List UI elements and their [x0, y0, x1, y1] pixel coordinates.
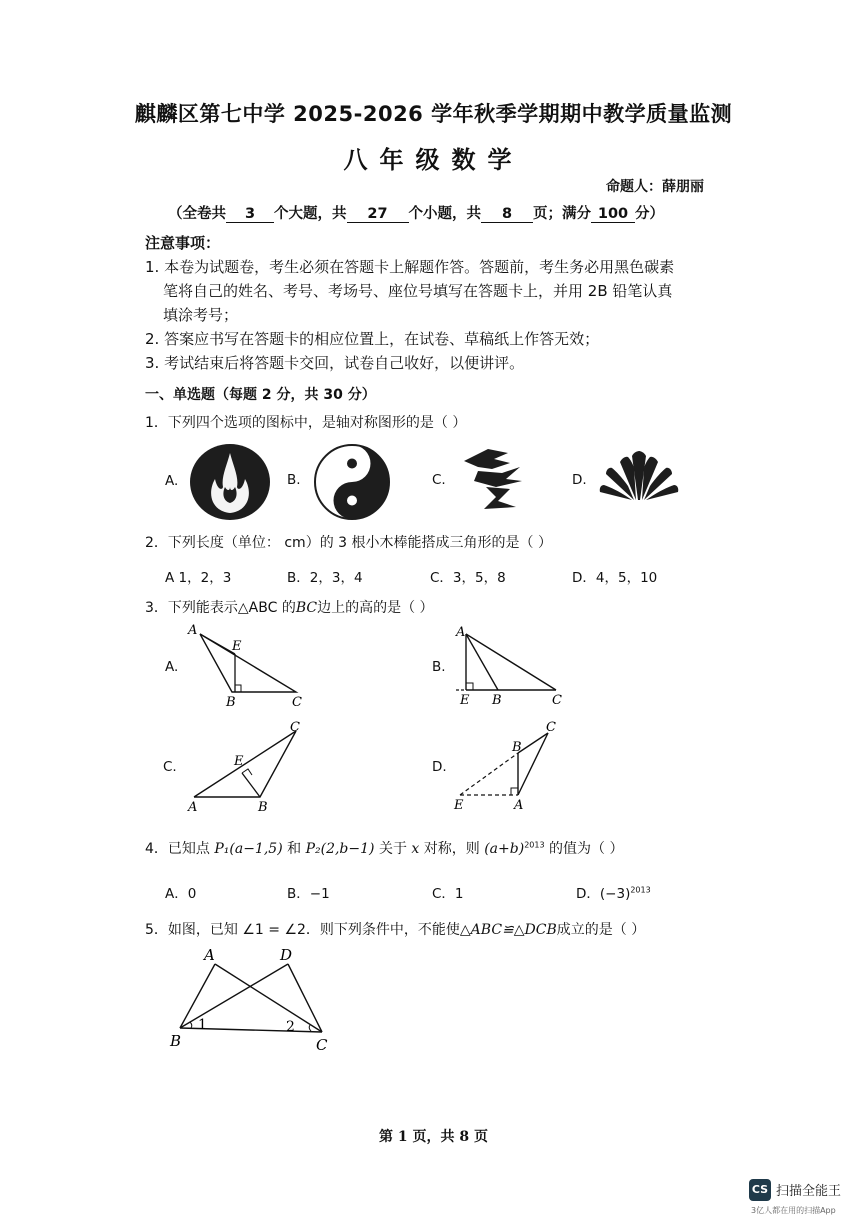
q3c-point-b: B: [258, 800, 268, 815]
q4-option-b: B．−1: [287, 886, 330, 902]
exam-info: （全卷共 3 个大题，共 27 个小题，共 8 页；满分 100 分）: [168, 206, 664, 222]
section-heading: 一、单选题（每题 2 分，共 30 分）: [145, 387, 376, 403]
yin-yang-icon: [313, 443, 391, 521]
q3a-point-e: E: [232, 639, 242, 654]
notice-line: 3. 考试结束后将答题卡交回，试卷自己收好，以便讲评。: [145, 354, 525, 372]
q4-option-a: A．0: [165, 886, 197, 902]
q5-point-b: B: [170, 1032, 182, 1050]
q3-option-d-label: D.: [432, 759, 447, 775]
q3d-point-a: A: [514, 798, 524, 813]
dragon-emblem-icon: [458, 447, 530, 513]
notice-heading: 注意事项：: [145, 234, 221, 252]
q3-option-a-label: A.: [165, 659, 179, 675]
q3c-point-e: E: [234, 754, 244, 769]
q3b-point-e: E: [460, 693, 470, 708]
q3d-point-b: B: [512, 740, 522, 755]
q5-point-d: D: [280, 946, 293, 964]
q5-figure: [160, 942, 345, 1057]
question-4-stem: 4．已知点 P₁(a−1,5) 和 P₂(2,b−1) 关于 x 对称，则 $(a+b)^{2013}$ 的值为（ ）: [145, 840, 624, 857]
q3-figure-a: [180, 620, 310, 712]
q1-option-b-label: B.: [287, 472, 301, 488]
q3a-point-a: A: [188, 623, 198, 638]
q3-figure-d: [450, 715, 570, 815]
notice-line: 笔将自己的姓名、考号、考场号、座位号填写在答题卡上，并用 2B 铅笔认真: [163, 282, 673, 300]
notice-line: 1. 本卷为试题卷，考生必须在答题卡上解题作答。答题前，考生务必用黑色碳素: [145, 258, 675, 276]
notice-line: 填涂考号；: [163, 306, 239, 324]
q3d-point-c: C: [546, 720, 556, 735]
question-3-stem: 3．下列能表示△ABC 的BC边上的高的是（ ）: [145, 600, 434, 616]
q5-angle-2: 2: [286, 1019, 295, 1035]
exam-author: 命题人：薛朋丽: [606, 179, 704, 195]
q5-point-a: A: [204, 946, 215, 964]
q3-figure-c: [180, 715, 310, 815]
q2-option-a: A 1，2，3: [165, 570, 232, 586]
question-5-stem: 5．如图，已知 ∠1 = ∠2．则下列条件中，不能使△ABC≌△DCB成立的是（ ）: [145, 922, 646, 938]
q5-angle-1: 1: [198, 1017, 207, 1033]
page-footer: 第 1 页，共 8 页: [379, 1129, 488, 1145]
notice-line: 2. 答案应书写在答题卡的相应位置上，在试卷、草稿纸上作答无效；: [145, 330, 600, 348]
flame-emblem-icon: [189, 443, 271, 521]
q5-point-c: C: [316, 1036, 328, 1054]
q3-option-c-label: C.: [163, 759, 177, 775]
q1-option-a-label: A.: [165, 473, 179, 489]
exam-subject: 八年级数学: [343, 146, 524, 174]
q3a-point-b: B: [226, 695, 236, 710]
exam-title: 麒麟区第七中学 2025-2026 学年秋季学期期中教学质量监测: [134, 102, 733, 126]
camscanner-name: 扫描全能王: [776, 1184, 842, 1199]
huawei-logo-icon: [598, 450, 680, 502]
q2-option-b: B．2，3，4: [287, 570, 363, 586]
q1-option-d-label: D.: [572, 472, 587, 488]
q3-figure-b: [450, 620, 570, 712]
q2-option-d: D．4，5，10: [572, 570, 658, 586]
q2-option-c: C．3，5，8: [430, 570, 506, 586]
q3c-point-a: A: [188, 800, 198, 815]
camscanner-tagline: 3亿人都在用的扫描App: [751, 1206, 836, 1215]
q3-option-b-label: B.: [432, 659, 446, 675]
q1-option-c-label: C.: [432, 472, 446, 488]
q3c-point-c: C: [290, 720, 300, 735]
q3b-point-b: B: [492, 693, 502, 708]
q4-option-d: D．$(-3)^{2013}$: [576, 885, 651, 902]
q3b-point-a: A: [456, 625, 466, 640]
question-1-stem: 1．下列四个选项的图标中，是轴对称图形的是（ ）: [145, 415, 467, 431]
q4-option-c: C．1: [432, 886, 464, 902]
q3d-point-e: E: [454, 798, 464, 813]
q3b-point-c: C: [552, 693, 562, 708]
q3a-point-c: C: [292, 695, 302, 710]
question-2-stem: 2．下列长度（单位： cm）的 3 根小木棒能搭成三角形的是（ ）: [145, 535, 552, 551]
camscanner-logo-icon: CS: [749, 1179, 771, 1201]
